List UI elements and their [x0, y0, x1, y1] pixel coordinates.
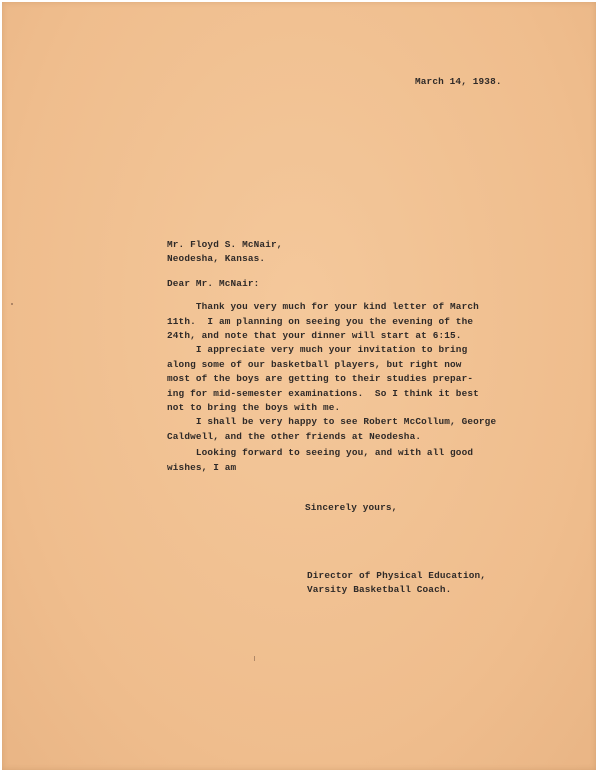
paper-speck [254, 656, 255, 661]
paragraph-line: I appreciate very much your invitation to bring [167, 344, 468, 355]
closing: Sincerely yours, [305, 502, 398, 513]
paragraph-line: along some of our basketball players, but right now [167, 358, 462, 370]
body-paragraph [167, 300, 479, 344]
paragraph-line: 24th, and note that your dinner will start at 6:15. [167, 330, 462, 341]
paragraph-line: I shall be very happy to see Robert McCollum, George [167, 416, 497, 427]
paragraph-line: Looking forward to seeing you, and with all good [167, 447, 474, 458]
paragraph-line: Caldwell, and the other friends at Neodesha. [167, 430, 422, 442]
recipient-location: Neodesha, Kansas. [167, 253, 266, 264]
body-paragraph [167, 343, 479, 416]
letter-page [2, 2, 596, 770]
signature-title: Varsity Basketball Coach. [307, 584, 452, 595]
paper-speck [11, 303, 13, 305]
letter-date: March 14, 1938. [415, 76, 502, 87]
body-paragraph [167, 415, 496, 444]
paragraph-line: most of the boys are getting to their studies prepar- [167, 373, 474, 384]
paragraph-line: Thank you very much for your kind letter of March [167, 301, 479, 312]
signature-title: Director of Physical Education, [307, 570, 487, 581]
paragraph-line: ing for mid-semester examinations. So I think it best [167, 387, 479, 399]
paragraph-line: not to bring the boys with me. [167, 402, 341, 413]
paragraph-line: wishes, I am [167, 461, 237, 473]
recipient-name: Mr. Floyd S. McNair, [167, 239, 283, 250]
body-paragraph [167, 446, 473, 475]
salutation: Dear Mr. McNair: [167, 278, 260, 289]
paragraph-line: 11th. I am planning on seeing you the evening of the [167, 315, 474, 327]
